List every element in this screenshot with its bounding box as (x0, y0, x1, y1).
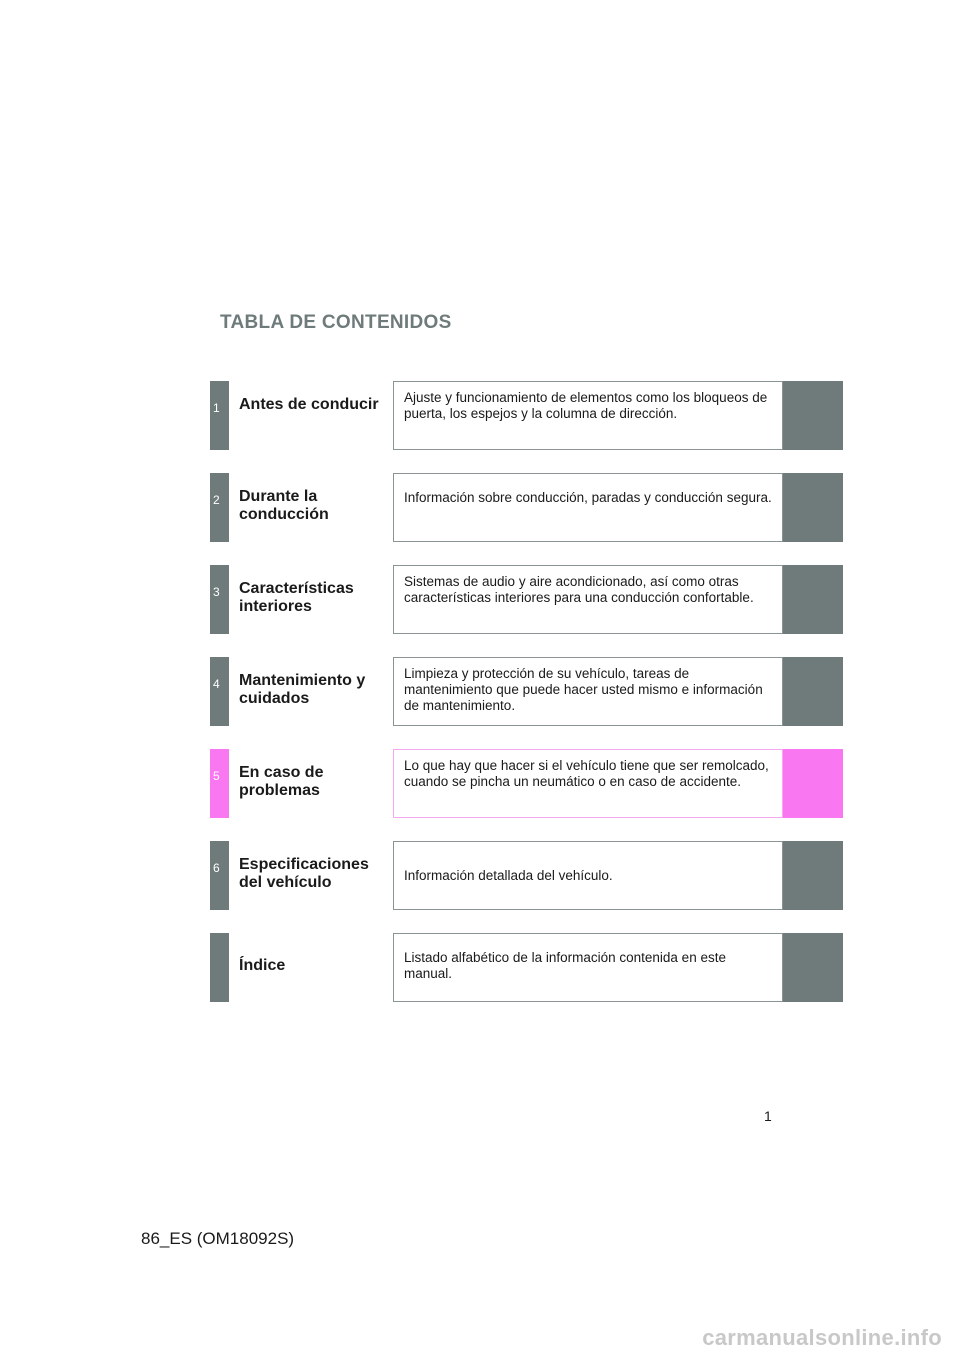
section-description-box (393, 565, 783, 634)
toc-row-2[interactable] (210, 473, 843, 542)
table-of-contents (210, 381, 843, 1025)
section-tab[interactable] (210, 473, 229, 542)
section-side-tab[interactable] (783, 749, 843, 818)
section-description-box (393, 933, 783, 1002)
section-side-tab[interactable] (783, 841, 843, 910)
section-tab[interactable] (210, 565, 229, 634)
section-number: 3 (213, 585, 220, 599)
toc-row-4[interactable] (210, 657, 843, 726)
section-tab[interactable] (210, 381, 229, 450)
section-title[interactable]: Características interiores (239, 580, 354, 615)
section-tab[interactable] (210, 749, 229, 818)
section-title[interactable]: Antes de conducir (239, 396, 379, 413)
section-description-box (393, 657, 783, 726)
section-side-tab[interactable] (783, 933, 843, 1002)
section-title[interactable]: Durante la conducción (239, 488, 329, 523)
toc-row-5[interactable] (210, 749, 843, 818)
section-description-box (393, 473, 783, 542)
section-description: Listado alfabético de la información contenida en este manual. (404, 950, 726, 981)
section-description: Sistemas de audio y aire acondicionado, así como otras características interiores para una conducción confortable. (404, 574, 754, 605)
section-side-tab[interactable] (783, 473, 843, 542)
section-number: 6 (213, 861, 220, 875)
section-description-box (393, 381, 783, 450)
section-side-tab[interactable] (783, 381, 843, 450)
section-description: Información sobre conducción, paradas y conducción segura. (404, 490, 772, 505)
toc-row-3[interactable] (210, 565, 843, 634)
section-title[interactable]: En caso de problemas (239, 764, 324, 799)
section-description: Ajuste y funcionamiento de elementos como los bloqueos de puerta, los espejos y la columna de dirección. (404, 390, 768, 421)
toc-row-1[interactable] (210, 381, 843, 450)
section-title[interactable]: Índice (239, 957, 286, 974)
section-tab[interactable] (210, 841, 229, 910)
section-description-box (393, 749, 783, 818)
section-description-box (393, 841, 783, 910)
section-tab[interactable] (210, 933, 229, 1002)
section-description: Lo que hay que hacer si el vehículo tiene que ser remolcado, cuando se pincha un neumático o en caso de accidente. (404, 758, 769, 789)
toc-row-6[interactable] (210, 841, 843, 910)
section-side-tab[interactable] (783, 657, 843, 726)
section-number: 4 (213, 677, 220, 691)
section-title[interactable]: Mantenimiento y cuidados (239, 672, 366, 707)
document-code: 86_ES (OM18092S) (141, 1229, 295, 1248)
section-number: 5 (213, 769, 220, 783)
section-number: 2 (213, 493, 220, 507)
page-title: TABLA DE CONTENIDOS (220, 312, 452, 333)
watermark: carmanualsonline.info (702, 1325, 942, 1350)
section-number: 1 (213, 401, 220, 415)
section-side-tab[interactable] (783, 565, 843, 634)
section-description: Información detallada del vehículo. (404, 868, 613, 883)
section-tab[interactable] (210, 657, 229, 726)
section-title[interactable]: Especificaciones del vehículo (239, 856, 369, 891)
page-number: 1 (764, 1108, 772, 1124)
section-description: Limpieza y protección de su vehículo, tareas de mantenimiento que puede hacer usted mismo e información de mantenimiento. (404, 666, 763, 713)
toc-row-index[interactable] (210, 933, 843, 1002)
